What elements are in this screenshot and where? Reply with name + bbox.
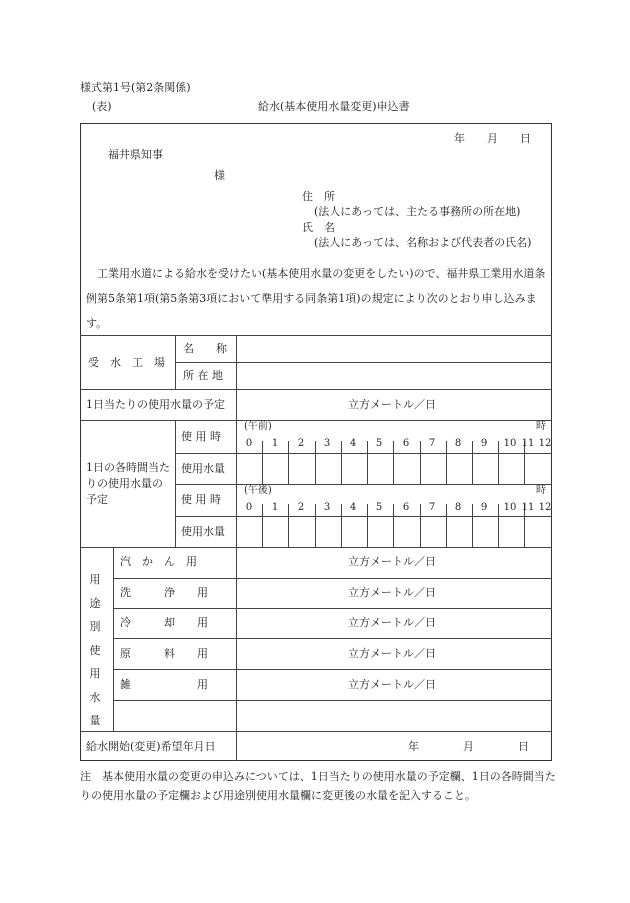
row-divider bbox=[175, 484, 552, 485]
row-divider bbox=[113, 608, 552, 609]
pm-hour-suffix: 時 bbox=[536, 485, 546, 496]
hour-number: 0 bbox=[245, 438, 253, 449]
cooling-use-label: 冷 却 用 bbox=[120, 616, 208, 629]
hour-number: 4 bbox=[349, 502, 357, 513]
hour-number: 8 bbox=[454, 438, 462, 449]
form-side: (表) bbox=[92, 100, 112, 113]
hour-number: 10 bbox=[503, 438, 517, 449]
form-number: 様式第1号(第2条関係) bbox=[80, 81, 191, 94]
am-label: (午前) bbox=[244, 421, 272, 432]
raw-material-use-unit[interactable]: 立方メートル／日 bbox=[348, 647, 436, 660]
row-divider bbox=[80, 389, 552, 390]
pm-amount-label: 使用水量 bbox=[181, 525, 225, 538]
footnote: 注 基本使用水量の変更の申込みについては、1日当たりの使用水量の予定欄、1日の各時間当たりの使用水量の予定欄および用途別使用水量欄に変更後の水量を記入すること。 bbox=[80, 770, 556, 802]
row-divider bbox=[175, 516, 552, 517]
col-divider bbox=[236, 731, 237, 761]
row-divider bbox=[80, 731, 552, 732]
hour-number: 12 bbox=[538, 502, 552, 513]
misc-use-label: 雑 用 bbox=[120, 678, 208, 691]
col-divider bbox=[175, 335, 176, 389]
plant-name-label: 名 称 bbox=[183, 342, 227, 355]
row-divider bbox=[175, 453, 552, 454]
daily-usage-label: 1日当たりの使用水量の予定 bbox=[86, 398, 225, 411]
form-title: 給水(基本使用水量変更)申込書 bbox=[258, 100, 410, 113]
honorific: 様 bbox=[214, 169, 225, 182]
col-divider bbox=[236, 547, 237, 731]
washing-use-label: 洗 浄 用 bbox=[120, 586, 208, 599]
hour-number: 3 bbox=[323, 502, 331, 513]
cooling-use-unit[interactable]: 立方メートル／日 bbox=[348, 616, 436, 629]
col-divider bbox=[236, 335, 237, 389]
row-divider bbox=[80, 547, 552, 548]
address-label[interactable]: 住 所 bbox=[302, 190, 335, 203]
am-hour-suffix: 時 bbox=[536, 421, 546, 432]
am-time-label: 使 用 時 bbox=[181, 430, 221, 443]
row-divider bbox=[113, 638, 552, 639]
raw-material-use-label: 原 料 用 bbox=[120, 647, 208, 660]
hour-number: 10 bbox=[503, 502, 517, 513]
name-label[interactable]: 氏 名 bbox=[302, 221, 335, 234]
hour-tick bbox=[367, 441, 368, 484]
hour-number: 1 bbox=[271, 438, 279, 449]
hour-number: 6 bbox=[402, 438, 410, 449]
hour-number: 12 bbox=[538, 438, 552, 449]
hour-tick bbox=[472, 504, 473, 547]
hour-number: 4 bbox=[349, 438, 357, 449]
address-note: (法人にあっては、主たる事務所の所在地) bbox=[314, 205, 521, 218]
hour-tick bbox=[446, 504, 447, 547]
hour-number: 1 bbox=[271, 502, 279, 513]
hour-number: 8 bbox=[454, 502, 462, 513]
hour-number: 5 bbox=[375, 502, 383, 513]
row-divider bbox=[113, 700, 552, 701]
hour-number: 11 bbox=[521, 502, 535, 513]
hour-number: 11 bbox=[521, 438, 535, 449]
daily-usage-unit[interactable]: 立方メートル／日 bbox=[348, 398, 436, 411]
row-divider bbox=[175, 362, 552, 363]
start-date-field[interactable]: 年 月 日 bbox=[408, 740, 529, 753]
hour-tick bbox=[288, 504, 289, 547]
date-line[interactable]: 年 月 日 bbox=[454, 132, 531, 145]
pm-label: (午後) bbox=[244, 485, 272, 496]
row-divider bbox=[113, 578, 552, 579]
hour-tick bbox=[472, 441, 473, 484]
hour-tick bbox=[446, 441, 447, 484]
washing-use-unit[interactable]: 立方メートル／日 bbox=[348, 586, 436, 599]
am-amount-label: 使用水量 bbox=[181, 462, 225, 475]
name-note: (法人にあっては、名称および代表者の氏名) bbox=[314, 236, 532, 249]
hour-tick bbox=[393, 441, 394, 484]
col-divider bbox=[236, 420, 237, 547]
hour-number: 9 bbox=[480, 438, 488, 449]
hour-number: 5 bbox=[375, 438, 383, 449]
hourly-usage-label: 1日の各時間当たりの使用水量の予定 bbox=[86, 461, 170, 506]
hour-tick bbox=[315, 504, 316, 547]
hour-number: 2 bbox=[297, 438, 305, 449]
addressee: 福井県知事 bbox=[108, 148, 163, 161]
hour-number: 7 bbox=[428, 438, 436, 449]
usage-by-purpose-label: 用途別使用水量 bbox=[89, 573, 101, 727]
hour-tick bbox=[262, 504, 263, 547]
receiving-plant-label: 受 水 工 場 bbox=[88, 356, 165, 369]
col-divider bbox=[175, 420, 176, 547]
hour-number: 6 bbox=[402, 502, 410, 513]
row-divider bbox=[80, 420, 552, 421]
hour-tick bbox=[288, 441, 289, 484]
col-divider bbox=[236, 389, 237, 420]
pm-time-label: 使 用 時 bbox=[181, 493, 221, 506]
row-divider bbox=[80, 335, 552, 336]
hour-number: 9 bbox=[480, 502, 488, 513]
plant-location-label: 所 在 地 bbox=[183, 369, 223, 382]
hour-tick bbox=[341, 441, 342, 484]
hour-tick bbox=[262, 441, 263, 484]
hour-tick bbox=[420, 504, 421, 547]
hour-tick bbox=[498, 441, 499, 484]
start-date-label: 給水開始(変更)希望年月日 bbox=[86, 740, 216, 753]
row-divider bbox=[113, 669, 552, 670]
misc-use-unit[interactable]: 立方メートル／日 bbox=[348, 678, 436, 691]
hour-tick bbox=[341, 504, 342, 547]
plant-name-field[interactable] bbox=[242, 337, 548, 359]
plant-location-field[interactable] bbox=[242, 364, 548, 386]
boiler-use-unit[interactable]: 立方メートル／日 bbox=[348, 555, 436, 568]
col-divider bbox=[113, 547, 114, 731]
hour-number: 7 bbox=[428, 502, 436, 513]
hour-tick bbox=[315, 441, 316, 484]
hour-number: 3 bbox=[323, 438, 331, 449]
hour-tick bbox=[393, 504, 394, 547]
hour-number: 0 bbox=[245, 502, 253, 513]
hour-tick bbox=[420, 441, 421, 484]
hour-number: 2 bbox=[297, 502, 305, 513]
hour-tick bbox=[498, 504, 499, 547]
application-statement: 工業用水道による給水を受けたい(基本使用水量の変更をしたい)ので、福井県工業用水道条例第5条第1項(第5条第3項において準用する同条第1項)の規定により次のとおり申し込みます。 bbox=[86, 267, 546, 330]
hour-tick bbox=[367, 504, 368, 547]
boiler-use-label: 汽 か ん 用 bbox=[120, 555, 197, 568]
